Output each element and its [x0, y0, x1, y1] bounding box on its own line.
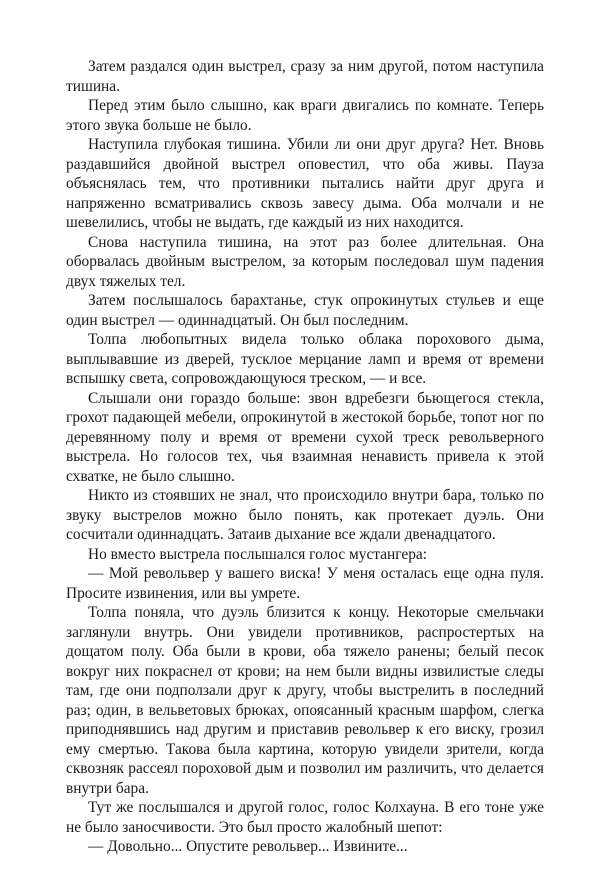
paragraph-13: — Довольно... Опустите револьвер... Извините... — [88, 838, 408, 855]
paragraph-4: Снова наступила тишина, на этот раз более длительная. Она оборвалась двойным выстрелом, за которым последовал шум падения двух тяжелых тел. — [66, 233, 544, 290]
paragraph-2: Перед этим было слышно, как враги двигались по комнате. Теперь этого звука больше не было. — [66, 97, 544, 134]
paragraph-6: Толпа любопытных видела только облака порохового дыма, выплывавшие из дверей, тусклое мерцание ламп и время от времени вспышку света, сопровождающуюся треском, — и все. — [66, 331, 544, 387]
book-page-text — [66, 57, 544, 857]
paragraph-11: Толпа поняла, что дуэль близится к концу. Некоторые смельчаки заглянули внутрь. Они увидели противников, распростертых на дощатом полу. Оба были в крови, оба тяжело ранены; белый песок вокруг них покраснел от крови; на нем были видны извилистые следы там, где они подползали друг к другу, чтобы выстрелить в последний раз; один, в вельветовых брюках, опоясанный красным шарфом, слегка приподнявшись над другим и приставив револьвер к его виску, грозил ему смертью. Такова была картина, которую увидели зрители, когда сквозняк рассеял пороховой дым и позволил им различить, что делается внутри бара. — [66, 604, 544, 797]
paragraph-7: Слышали они гораздо больше: звон вдребезги бьющегося стекла, грохот падающей мебели, опрокинутой в жестокой борьбе, топот ног по деревянному полу и время от времени сухой треск револьверного выстрела. Но голосов тех, чья взаимная ненависть привела к этой схватке, не было слышно. — [66, 389, 544, 485]
paragraph-5: Затем послышалось барахтанье, стук опрокинутых стульев и еще один выстрел — одиннадцатый. Он был последним. — [66, 292, 544, 329]
paragraph-8: Никто из стоявших не знал, что происходило внутри бара, только по звуку выстрелов можно было понять, как протекает дуэль. Они сосчитали одиннадцать. Затаив дыхание все ждали двенадцатого. — [66, 487, 544, 543]
paragraph-1: Затем раздался один выстрел, сразу за ним другой, потом наступила тишина. — [66, 58, 544, 95]
paragraph-9: Но вместо выстрела послышался голос мустангера: — [88, 545, 428, 563]
paragraph-10: — Мой револьвер у вашего виска! У меня осталась еще одна пуля. Просите извинения, или вы умрете. — [66, 565, 544, 602]
paragraph-3: Наступила глубокая тишина. Убили ли они друг друга? Нет. Вновь раздавшийся двойной выстрел оповестил, что оба живы. Пауза объяснялась тем, что противники пытались найти друг друга и напряженно всматривались сквозь завесу дыма. Оба молчали и не шевелились, чтобы не выдать, где каждый из них находится. — [66, 136, 544, 231]
paragraph-12: Тут же послышался и другой голос, голос Колхауна. В его тоне уже не было заносчивости. Это был просто жалобный шепот: — [66, 799, 544, 836]
